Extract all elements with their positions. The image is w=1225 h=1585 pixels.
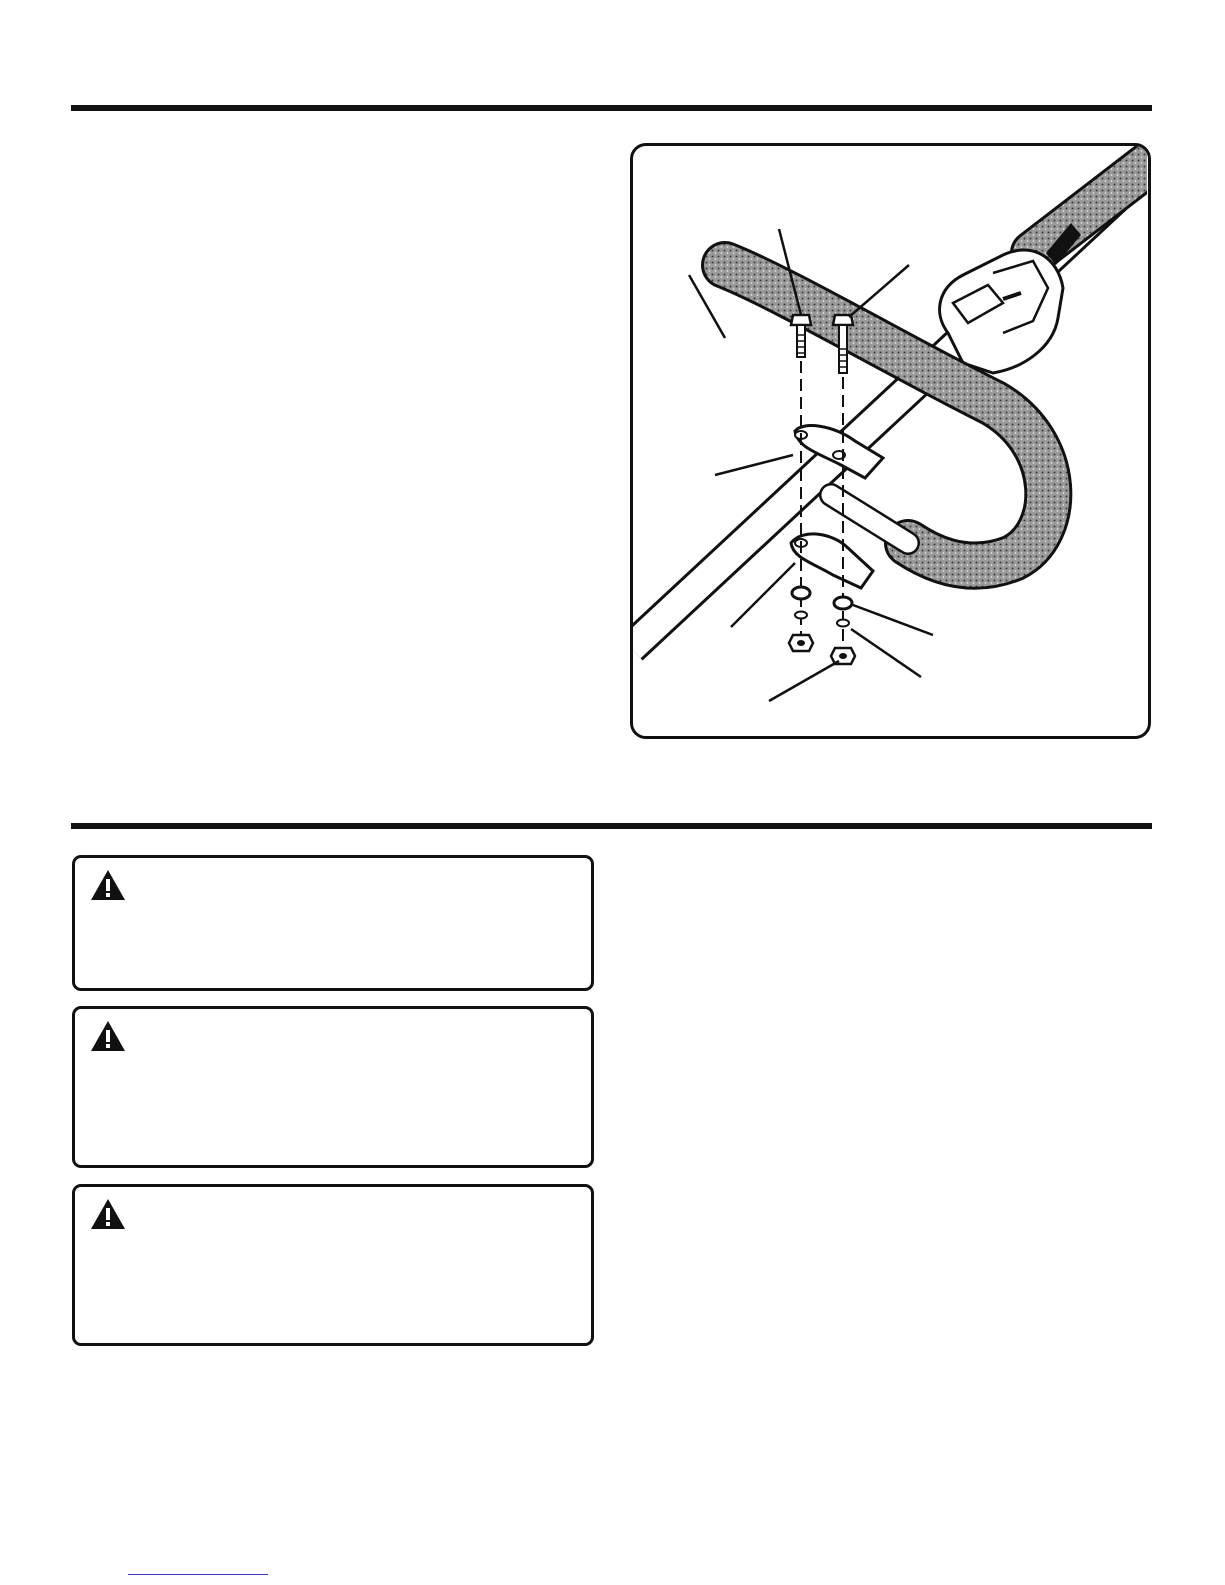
assembly-figure bbox=[630, 143, 1151, 739]
footer-link-underline[interactable] bbox=[128, 1574, 268, 1575]
warning-box bbox=[72, 1184, 594, 1346]
section-rule-top bbox=[71, 105, 1152, 111]
section-rule-middle bbox=[71, 823, 1152, 829]
warning-triangle-icon bbox=[89, 1019, 127, 1053]
warning-triangle-icon bbox=[89, 868, 127, 902]
warning-box bbox=[72, 855, 594, 991]
warning-triangle-icon bbox=[89, 1197, 127, 1231]
warning-box bbox=[72, 1006, 594, 1168]
lock-washer-icon bbox=[795, 612, 849, 627]
nut-icon bbox=[789, 635, 855, 664]
rear-grip bbox=[1033, 153, 1147, 265]
lower-clamp-icon bbox=[791, 534, 873, 588]
motor-housing-icon bbox=[940, 250, 1063, 373]
